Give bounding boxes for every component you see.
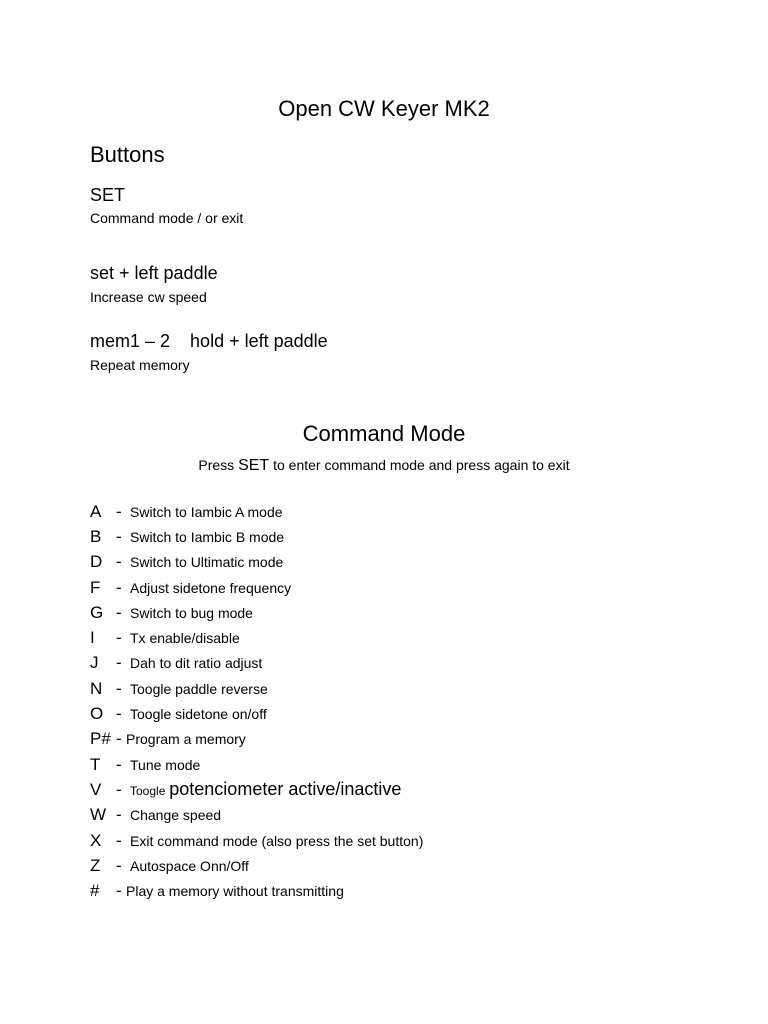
command-dash: - [116, 678, 122, 698]
intro-after: to enter command mode and press again to exit [269, 457, 570, 473]
command-row-b [90, 524, 730, 549]
button-set-left-paddle-description: Increase cw speed [90, 289, 207, 305]
command-row-f [90, 575, 730, 600]
command-description [130, 779, 401, 800]
button-mem-name [90, 330, 328, 352]
document-title: Open CW Keyer MK2 [278, 96, 490, 121]
command-key: D [90, 552, 103, 572]
command-description: Exit command mode (also press the set button) [130, 832, 424, 849]
command-description: Switch to Iambic B mode [130, 528, 285, 545]
command-key: J [90, 653, 99, 673]
command-key: O [90, 704, 104, 724]
command-dash: - [116, 653, 122, 673]
command-description: Program a memory [126, 731, 246, 748]
command-dash: - [116, 602, 122, 622]
command-description-small: Toogle [130, 784, 166, 799]
command-row-x [90, 828, 730, 853]
command-key: G [90, 602, 104, 622]
command-dash: - [116, 855, 122, 875]
command-description: Adjust sidetone frequency [130, 579, 292, 596]
command-dash: - [116, 526, 122, 546]
command-mode-intro [0, 455, 768, 476]
command-description: Switch to bug mode [130, 604, 253, 621]
command-key: V [90, 779, 102, 799]
buttons-heading: Buttons [90, 142, 165, 167]
intro-keyword: SET [238, 457, 270, 474]
command-dash: - [116, 754, 122, 774]
button-set-name: SET [90, 185, 126, 205]
command-row-w [90, 803, 730, 828]
button-mem-label: mem1 – 2 [90, 331, 171, 351]
command-mode-heading: Command Mode [302, 421, 466, 446]
command-row-z [90, 853, 730, 878]
command-description: Dah to dit ratio adjust [130, 655, 263, 672]
command-row-hash [90, 878, 730, 903]
command-row-t [90, 752, 730, 777]
command-dash: - [116, 830, 122, 850]
command-row-p [90, 727, 730, 752]
command-key: T [90, 754, 101, 774]
command-description: Switch to Ultimatic mode [130, 554, 284, 571]
command-row-j [90, 651, 730, 676]
command-row-v [90, 777, 730, 802]
command-key: I [90, 628, 95, 648]
command-description: Toogle sidetone on/off [130, 706, 267, 723]
command-dash: - [116, 628, 122, 648]
command-description: Change speed [130, 807, 222, 824]
command-row-n [90, 676, 730, 701]
button-set-left-paddle-name: set + left paddle [90, 263, 218, 283]
command-key: N [90, 678, 103, 698]
command-dash: - [116, 552, 122, 572]
command-row-g [90, 600, 730, 625]
command-description: Toogle paddle reverse [130, 680, 268, 697]
command-key: A [90, 501, 102, 521]
command-row-i [90, 625, 730, 650]
command-key: B [90, 526, 102, 546]
command-row-d [90, 550, 730, 575]
command-dash: - [116, 881, 122, 901]
command-dash: - [116, 779, 122, 799]
command-list [90, 499, 730, 904]
command-dash: - [116, 704, 122, 724]
command-dash: - [116, 501, 122, 521]
command-dash: - [116, 577, 122, 597]
button-set-description: Command mode / or exit [90, 210, 244, 226]
command-description: Tx enable/disable [130, 630, 240, 647]
command-dash: - [116, 729, 122, 749]
button-mem-description: Repeat memory [90, 357, 190, 373]
button-mem-hold-label: hold + left paddle [190, 331, 328, 351]
command-description-big: potenciometer active/inactive [169, 779, 402, 800]
command-key: P# [90, 729, 111, 749]
command-row-o [90, 701, 730, 726]
command-key: W [90, 805, 107, 825]
command-description: Autospace Onn/Off [130, 857, 249, 874]
command-description: Tune mode [130, 756, 201, 773]
intro-before: Press [198, 457, 239, 473]
command-dash: - [116, 805, 122, 825]
command-description: Play a memory without transmitting [126, 883, 344, 900]
command-key: F [90, 577, 101, 597]
command-row-a [90, 499, 730, 524]
command-key: Z [90, 855, 101, 875]
command-description: Switch to Iambic A mode [130, 503, 283, 520]
command-key: X [90, 830, 102, 850]
command-key: # [90, 881, 100, 901]
